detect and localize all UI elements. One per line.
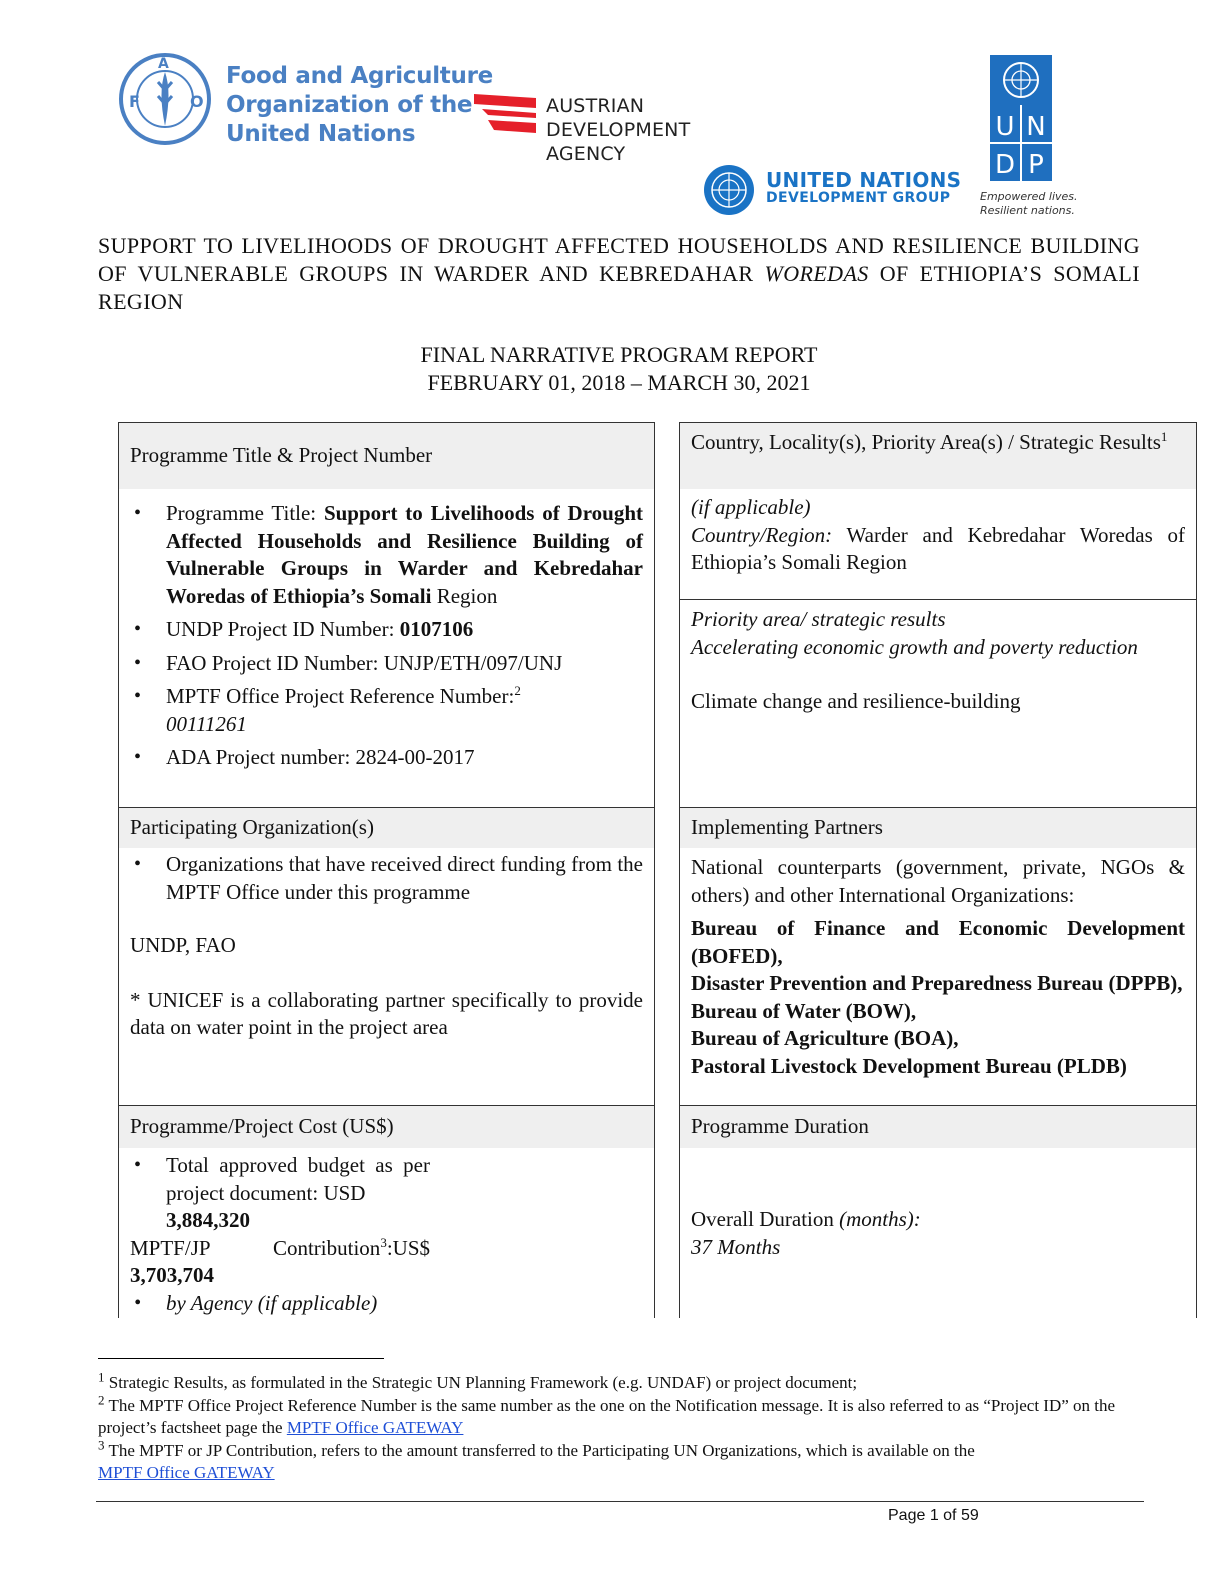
report-title: FINAL NARRATIVE PROGRAM REPORT — [420, 342, 818, 367]
mptf-contribution — [130, 1235, 430, 1263]
duration-header-label: Programme Duration — [691, 1114, 869, 1139]
ada-name-line1: AUSTRIAN — [546, 95, 645, 117]
implementing-cell — [680, 848, 1196, 1104]
fao-id-text: FAO Project ID Number: UNJP/ETH/097/UNJ — [166, 650, 563, 675]
svg-text:A: A — [158, 56, 169, 72]
programme-title-tail: Region — [431, 583, 498, 608]
footnote-3-text: The MPTF or JP Contribution, refers to the amount transferred to the Participating UN Organizations, which is available on the — [104, 1440, 975, 1460]
participating-bullet-text: Organizations that have received direct funding from the MPTF Office under this programme — [166, 852, 643, 904]
partner-boa: Bureau of Agriculture (BOA), — [691, 1026, 959, 1050]
footer-rule — [96, 1501, 1144, 1502]
footnote-separator — [98, 1358, 384, 1359]
participating-header — [119, 808, 654, 848]
footnote-3-number: 3 — [98, 1436, 105, 1452]
mptf-ref-item — [130, 683, 643, 738]
budget-label: Total approved budget as per project document: USD — [166, 1153, 430, 1205]
budget-value: 3,884,320 — [166, 1208, 250, 1232]
page-number: Page 1 of 59 — [888, 1507, 979, 1524]
implementing-header-label: Implementing Partners — [691, 815, 883, 840]
report-period: FEBRUARY 01, 2018 – MARCH 30, 2021 — [427, 370, 811, 395]
country-header-label: Country, Locality(s), Priority Area(s) / Strategic Results — [691, 430, 1161, 454]
ada-name-line3: AGENCY — [546, 143, 626, 165]
mptf-gateway-link[interactable]: MPTF Office GATEWAY — [98, 1463, 275, 1482]
footnote-ref-1: 1 — [1160, 429, 1168, 444]
undp-tagline-line1: Empowered lives. — [980, 190, 1078, 203]
svg-text:F: F — [129, 92, 140, 111]
participating-bullet — [130, 851, 643, 906]
undg-name-line1: UNITED NATIONS — [766, 168, 962, 192]
ada-name — [546, 94, 690, 166]
footnote-2-text: The MPTF Office Project Reference Number is the same number as the one on the Notification message. It is also referred to as “Project ID” on the project’s factsheet page the — [98, 1395, 1116, 1437]
footnote-2 — [98, 1391, 1138, 1440]
mptf-ref-label: MPTF Office Project Reference Number: — [166, 684, 515, 708]
fao-emblem-icon — [118, 52, 218, 152]
fao-name — [226, 62, 493, 149]
programme-title-label: Programme Title: — [166, 501, 324, 525]
undp-letter-u: U — [995, 112, 1015, 142]
fao-name-line3: United Nations — [226, 121, 416, 147]
document-title-part2: OF ETHIOPIA’S SOMALI REGION — [98, 261, 1140, 314]
document-title-woredas: WOREDAS — [764, 261, 869, 286]
ada-flag-icon — [474, 94, 536, 134]
footnotes — [98, 1369, 1138, 1485]
by-agency-item — [130, 1290, 643, 1318]
undp-id-label: UNDP Project ID Number: — [166, 617, 400, 641]
table-border — [654, 422, 655, 1318]
table-border — [1196, 422, 1197, 1318]
undp-id-item — [130, 616, 643, 644]
footnote-ref-2: 2 — [514, 683, 521, 698]
duration-cell — [680, 1200, 1196, 1300]
undg-name-line2: DEVELOPMENT GROUP — [766, 190, 951, 206]
duration-unit: (months): — [839, 1207, 921, 1231]
country-region-value: Warder and Kebredahar Woredas of Ethiopia’s Somali Region — [691, 522, 1185, 574]
ada-name-line2: DEVELOPMENT — [546, 119, 691, 141]
footnote-1-number: 1 — [98, 1369, 105, 1385]
cost-header — [119, 1106, 654, 1148]
priority-area-value: Accelerating economic growth and poverty reduction — [691, 634, 1138, 659]
ada-number-text: ADA Project number: 2824-00-2017 — [166, 745, 475, 769]
footnote-ref-3: 3 — [380, 1234, 387, 1250]
duration-header — [680, 1106, 1196, 1148]
undp-tagline-line2: Resilient nations. — [980, 204, 1075, 217]
mptf-gateway-link[interactable]: MPTF Office GATEWAY — [286, 1418, 464, 1437]
mptf-contribution-suffix: :US$ — [386, 1235, 430, 1260]
undg-name — [766, 170, 961, 206]
undp-letter-d: D — [994, 150, 1016, 180]
programme-title-value: Support to Livelihoods of Drought Affected Households and Resilience Building of Vulnerable Groups in Warder and Kebredahar Woredas of Ethiopia’s Somali — [166, 501, 643, 608]
fao-name-line2: Organization of the — [226, 92, 473, 118]
participating-header-label: Participating Organization(s) — [130, 815, 374, 840]
participating-orgs: UNDP, FAO — [130, 933, 236, 957]
priority-area-cell — [680, 600, 1196, 806]
mptf-ref-value: 00111261 — [166, 711, 247, 736]
programme-title-header — [119, 423, 654, 489]
undp-logo — [990, 55, 1052, 181]
undp-letter-n: N — [1026, 112, 1046, 142]
country-region-label: Country/Region: — [691, 522, 833, 547]
footnote-3 — [98, 1436, 1138, 1485]
fao-id-item — [130, 650, 643, 678]
mptf-contribution-label: MPTF/JP Contribution — [130, 1235, 381, 1260]
programme-details-cell — [119, 494, 654, 806]
partner-bow: Bureau of Water (BOW), — [691, 998, 917, 1023]
duration-value: 37 Months — [691, 1234, 781, 1259]
implementing-header — [680, 808, 1196, 848]
unicef-note: * UNICEF is a collaborating partner specifically to provide data on water point in the project area — [130, 987, 643, 1039]
budget-item — [130, 1152, 430, 1235]
svg-text:O: O — [190, 92, 204, 111]
programme-title-header-label: Programme Title & Project Number — [130, 443, 433, 468]
undp-id-value: 0107106 — [399, 617, 474, 641]
undp-letter-p: P — [1028, 150, 1044, 180]
country-header — [680, 423, 1196, 489]
cost-cell — [119, 1146, 654, 1318]
partner-dppb: Disaster Prevention and Preparedness Bureau (DPPB), — [691, 971, 1183, 995]
fao-name-line1: Food and Agriculture — [226, 63, 493, 89]
document-title-part1: SUPPORT TO LIVELIHOODS OF DROUGHT AFFECTED HOUSEHOLDS AND RESILIENCE BUILDING OF VULNERABLE GROUPS IN WARDER AND KEBREDAHAR — [98, 233, 1140, 286]
footnote-2-number: 2 — [98, 1391, 105, 1407]
national-counterparts: National counterparts (government, private, NGOs & others) and other International Organizations: — [691, 855, 1185, 907]
participating-cell — [119, 845, 654, 1103]
by-agency-text: by Agency (if applicable) — [166, 1290, 378, 1315]
priority-area-label: Priority area/ strategic results — [691, 607, 946, 631]
footnote-1 — [98, 1369, 1138, 1395]
report-heading — [98, 341, 1140, 397]
partner-pldb: Pastoral Livestock Development Bureau (PLDB) — [691, 1053, 1127, 1078]
ada-number-item — [130, 744, 643, 772]
cost-header-label: Programme/Project Cost (US$) — [130, 1114, 394, 1139]
country-region-cell — [680, 488, 1196, 598]
document-title — [98, 232, 1140, 316]
climate-change-text: Climate change and resilience-building — [691, 689, 1021, 713]
mptf-contribution-value: 3,703,704 — [130, 1263, 214, 1287]
footnote-1-text: Strategic Results, as formulated in the Strategic UN Planning Framework (e.g. UNDAF) or project document; — [104, 1373, 858, 1392]
partner-bofed: Bureau of Finance and Economic Development (BOFED), — [691, 916, 1185, 968]
if-applicable-note: (if applicable) — [691, 495, 811, 519]
programme-title-item — [130, 500, 643, 610]
un-emblem-icon — [703, 164, 755, 216]
duration-label: Overall Duration — [691, 1207, 840, 1231]
undp-tagline — [980, 190, 1078, 218]
